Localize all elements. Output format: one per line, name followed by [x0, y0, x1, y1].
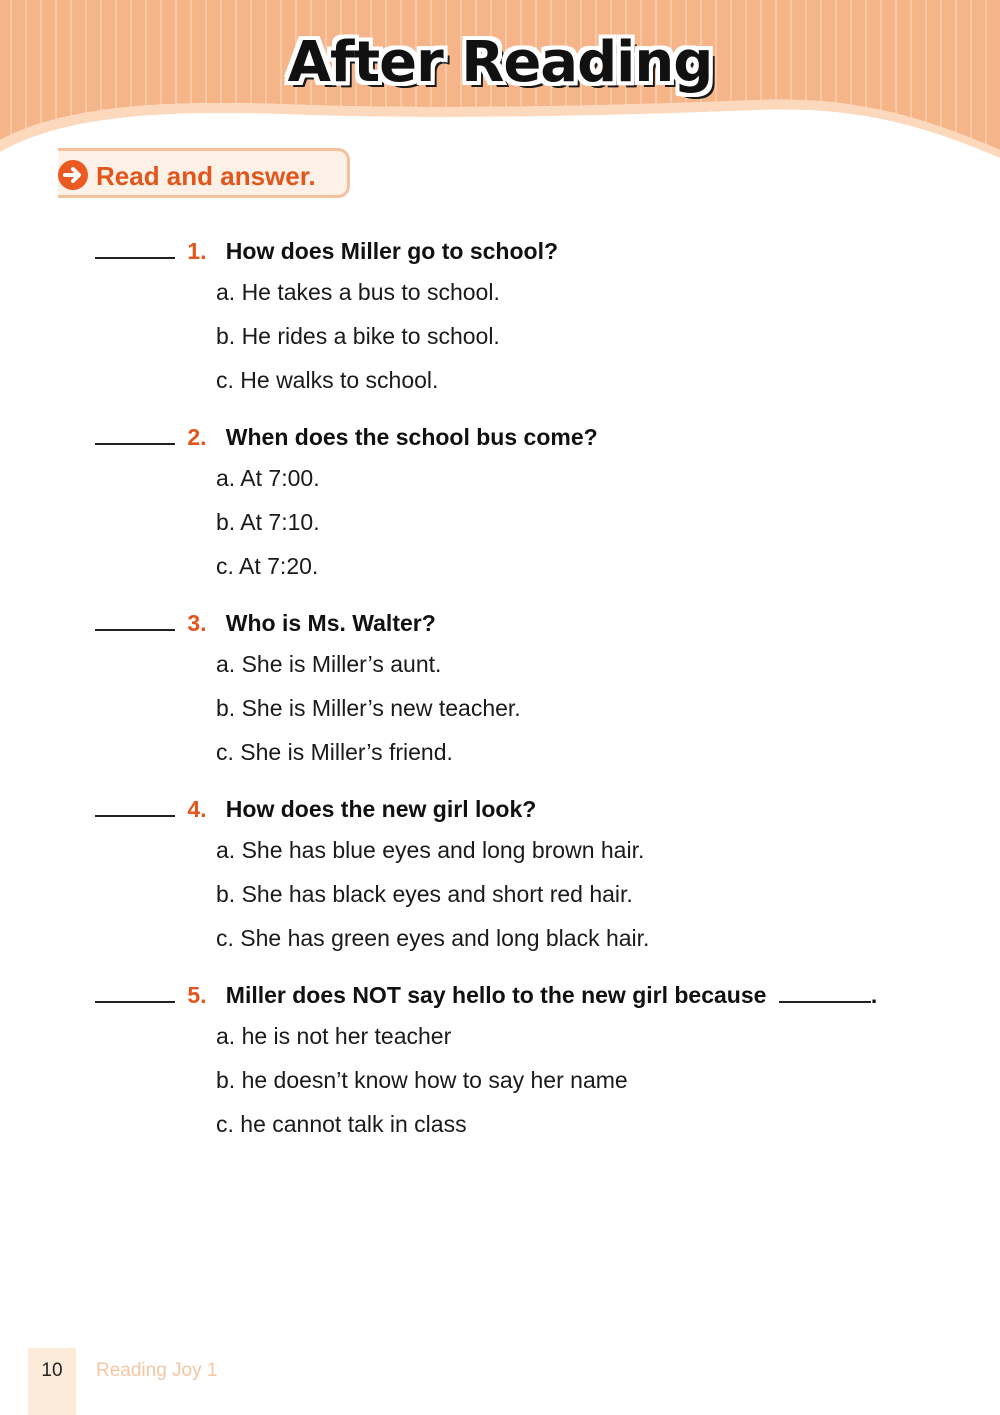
option-a: a. She is Miller’s aunt.	[216, 651, 442, 677]
option-a: a. He takes a bus to school.	[216, 279, 500, 305]
question-text: How does the new girl look?	[225, 796, 537, 822]
option-a: a. She has blue eyes and long brown hair.	[216, 837, 645, 863]
question-5	[95, 976, 955, 1146]
question-end-punctuation: .	[870, 982, 878, 1008]
instruction-label: Read and answer.	[96, 161, 316, 191]
question-number: 5.	[187, 982, 207, 1008]
question-3	[95, 604, 955, 774]
option-c: c. He walks to school.	[216, 367, 439, 393]
question-text: When does the school bus come?	[225, 424, 598, 450]
answer-blank[interactable]	[95, 421, 175, 445]
option-c: c. At 7:20.	[216, 553, 319, 579]
question-number: 1.	[187, 238, 207, 264]
question-list	[95, 232, 955, 1162]
option-b: b. At 7:10.	[216, 509, 320, 535]
option-b: b. She has black eyes and short red hair.	[216, 881, 633, 907]
option-b: b. He rides a bike to school.	[216, 323, 500, 349]
question-2	[95, 418, 955, 588]
arrow-right-circle-icon	[58, 160, 88, 190]
option-a: a. he is not her teacher	[216, 1023, 452, 1049]
option-c: c. She has green eyes and long black hair.	[216, 925, 650, 951]
question-text: Who is Ms. Walter?	[225, 610, 436, 636]
question-number: 2.	[187, 424, 207, 450]
option-b: b. he doesn’t know how to say her name	[216, 1067, 628, 1093]
question-4	[95, 790, 955, 960]
answer-blank[interactable]	[95, 979, 175, 1003]
question-number: 3.	[187, 610, 207, 636]
option-c: c. he cannot talk in class	[216, 1111, 467, 1137]
page-number: 10	[41, 1360, 63, 1381]
question-1	[95, 232, 955, 402]
question-number: 4.	[187, 796, 207, 822]
option-a: a. At 7:00.	[216, 465, 320, 491]
instruction-banner	[58, 148, 350, 198]
option-c: c. She is Miller’s friend.	[216, 739, 453, 765]
question-text: Miller does NOT say hello to the new girl because	[225, 982, 767, 1008]
book-title: Reading Joy 1	[96, 1360, 218, 1381]
answer-blank[interactable]	[95, 235, 175, 259]
answer-blank[interactable]	[95, 793, 175, 817]
answer-blank[interactable]	[95, 607, 175, 631]
question-text: How does Miller go to school?	[225, 238, 559, 264]
option-b: b. She is Miller’s new teacher.	[216, 695, 521, 721]
fill-in-blank[interactable]	[779, 979, 871, 1003]
page-title: After Reading	[287, 30, 713, 95]
